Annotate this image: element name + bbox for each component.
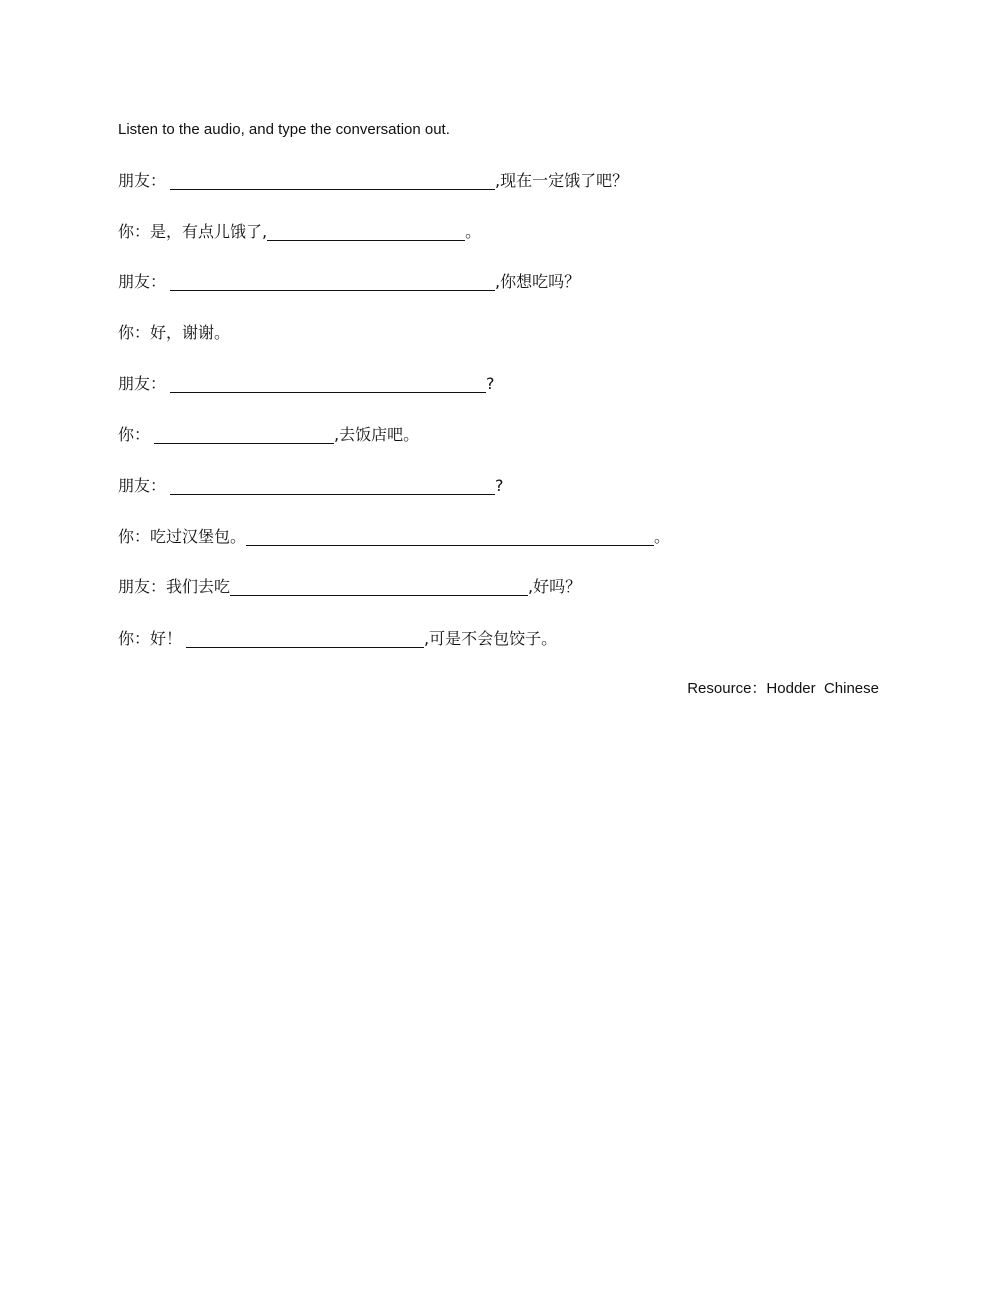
instruction-text: Listen to the audio, and type the conversation out. <box>118 121 450 138</box>
resource-credit <box>687 679 879 699</box>
line-text-before: 吃过汉堡包。 <box>150 527 247 546</box>
dialogue-line-6 <box>118 424 419 446</box>
speaker-label: 你： <box>118 323 151 342</box>
speaker-label: 你： <box>118 222 151 241</box>
line-text-after: ,去饭店吧。 <box>334 425 420 444</box>
answer-blank[interactable] <box>246 527 654 546</box>
speaker-label: 你： <box>118 425 151 444</box>
answer-blank[interactable] <box>230 577 528 596</box>
dialogue-line-2 <box>118 221 481 243</box>
line-text-after: ? <box>495 476 504 495</box>
speaker-label: 你： <box>118 527 151 546</box>
line-text-before: 好！ <box>150 629 183 648</box>
line-text-after: 。 <box>465 222 482 241</box>
answer-blank[interactable] <box>170 374 486 393</box>
line-text-after: 。 <box>654 527 671 546</box>
answer-blank[interactable] <box>170 171 495 190</box>
speaker-label: 朋友： <box>118 272 167 291</box>
resource-value: Hodder Chinese <box>766 680 879 697</box>
line-text-after: ,可是不会包饺子。 <box>424 629 558 648</box>
line-text-before: 是，有点儿饿了, <box>150 222 268 241</box>
answer-blank[interactable] <box>154 425 334 444</box>
speaker-label: 朋友： <box>118 171 167 190</box>
speaker-label: 你： <box>118 629 151 648</box>
line-text-after: ,你想吃吗？ <box>495 272 581 291</box>
speaker-label: 朋友： <box>118 374 167 393</box>
dialogue-line-10 <box>118 628 557 650</box>
line-text-after: ,现在一定饿了吧？ <box>495 171 629 190</box>
answer-blank[interactable] <box>267 222 465 241</box>
answer-blank[interactable] <box>170 272 495 291</box>
dialogue-line-3 <box>118 271 580 293</box>
line-text-before: 好，谢谢。 <box>150 323 231 342</box>
dialogue-line-5 <box>118 373 495 395</box>
dialogue-line-8 <box>118 526 670 548</box>
dialogue-line-9 <box>118 576 581 598</box>
dialogue-line-1 <box>118 170 628 192</box>
dialogue-line-4 <box>118 322 230 344</box>
line-text-after: ,好吗？ <box>528 577 582 596</box>
answer-blank[interactable] <box>170 476 495 495</box>
resource-label: Resource： <box>687 680 767 697</box>
answer-blank[interactable] <box>186 629 424 648</box>
speaker-label: 朋友： <box>118 577 167 596</box>
line-text-after: ? <box>486 374 495 393</box>
dialogue-line-7 <box>118 475 504 497</box>
speaker-label: 朋友： <box>118 476 167 495</box>
line-text-before: 我们去吃 <box>166 577 231 596</box>
